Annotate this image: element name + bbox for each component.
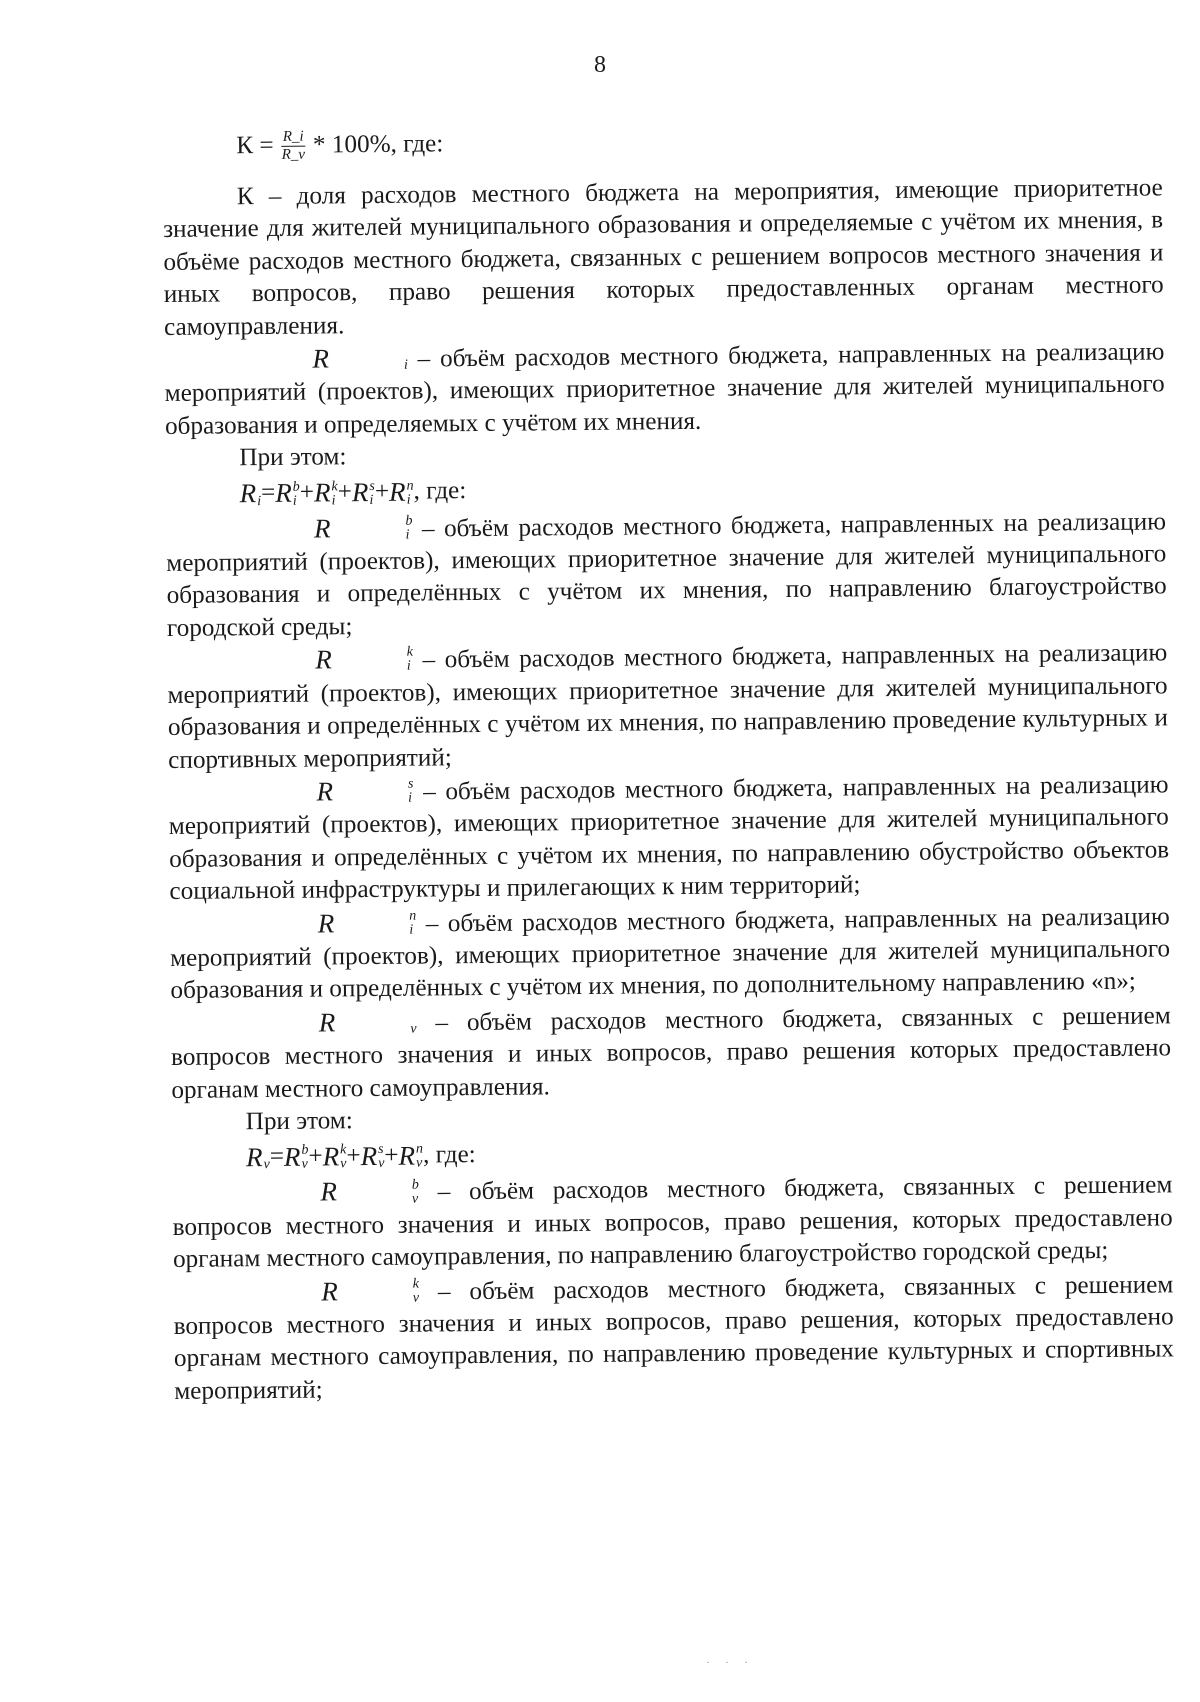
formula-rv-sum: R v = R b v + R k v + R s v + R n v , где: [245,1140,476,1173]
formula-k [162,102,1163,182]
fraction-numerator: R_i [281,128,306,146]
symbol-rib: R b i [313,513,413,544]
symbol-rv: R v [318,1007,417,1038]
paragraph-ri-definition: R i – объём расходов местного бюджета, направленных на реализацию мероприятий (проектов), имеющих приоритетное значение для жителей муниципального образования и определяемых с учётом их мнения. [164,338,1165,440]
symbol-ri: R i [312,343,408,374]
formula-k-fraction [279,128,307,163]
symbol-rvb: R b v [320,1176,419,1207]
footer-mark: · · · [706,1655,754,1669]
paragraph-ris-definition: R s i – объём расходов местного бюджета, направленных на реализацию мероприятий (проектов), имеющих приоритетное значение для жителей муниципального образования и определённых с учётом их мнения, по направлению обустройство объектов социальной инфраструктуры и прилегающих к ним территорий; [168,771,1170,906]
formula-k-lhs: К = [236,131,274,160]
formula-ri-sum: R i = R b i + R k i + R s i + R n i , где: [239,477,467,509]
paragraph-rv-definition: R v – объём расходов местного бюджета, связанных с решением вопросов местного значения и иных вопросов, право решения которых предоставлено органам местного самоуправления. [170,1002,1172,1104]
paragraph-rvb-definition: R b v – объём расходов местного бюджета, связанных с решением вопросов местного значения и иных вопросов, право решения, которых предоставлено органам местного самоуправления, по направлению благоустройство городской среды; [172,1171,1173,1274]
paragraph-pri-etom-1: При этом: [239,443,347,472]
paragraph-rin-definition: R n i – объём расходов местного бюджета, направленных на реализацию мероприятий (проектов), имеющих приоритетное значение для жителей муниципального образования и определённых с учётом их мнения, по дополнительному направлению «n»; [169,902,1171,1005]
fraction-denominator: R_v [281,146,306,163]
paragraph-rvk-definition: R k v – объём расходов местного бюджета, связанных с решением вопросов местного значения и иных вопросов, право решения, которых предоставлено органам местного самоуправления, по направлению проведение культурных и спортивных мероприятий; [173,1270,1175,1405]
paragraph-rib-definition: R b i – объём расходов местного бюджета, направленных на реализацию мероприятий (проектов), имеющих приоритетное значение для жителей муниципального образования и определённых с учётом их мнения, по направлению благоустройство городской среды; [166,508,1167,642]
symbol-rik: R k i [315,644,413,675]
page-number: 8 [594,52,606,78]
formula-k-rhs: * 100%, где: [312,130,444,159]
symbol-ris: R s i [316,776,414,807]
symbol-rin: R n i [317,907,417,939]
document-body [162,102,1174,1408]
paragraph-k-definition: К – доля расходов местного бюджета на мероприятия, имеющие приоритетное значение для жителей муниципального образования и определяемые с учётом их мнения, в объёме расходов местного бюджета, связанных с решением вопросов местного значения и иных вопросов, право решения которых предоставленных органам местного самоуправления. [163,174,1164,341]
paragraph-rik-definition: R k i – объём расходов местного бюджета, направленных на реализацию мероприятий (проектов), имеющих приоритетное значение для жителей муниципального образования и определённых с учётом их мнения, по направлению проведение культурных и спортивных мероприятий; [167,639,1168,774]
symbol-rvk: R k v [321,1275,420,1307]
paragraph-pri-etom-2: При этом: [245,1107,353,1136]
